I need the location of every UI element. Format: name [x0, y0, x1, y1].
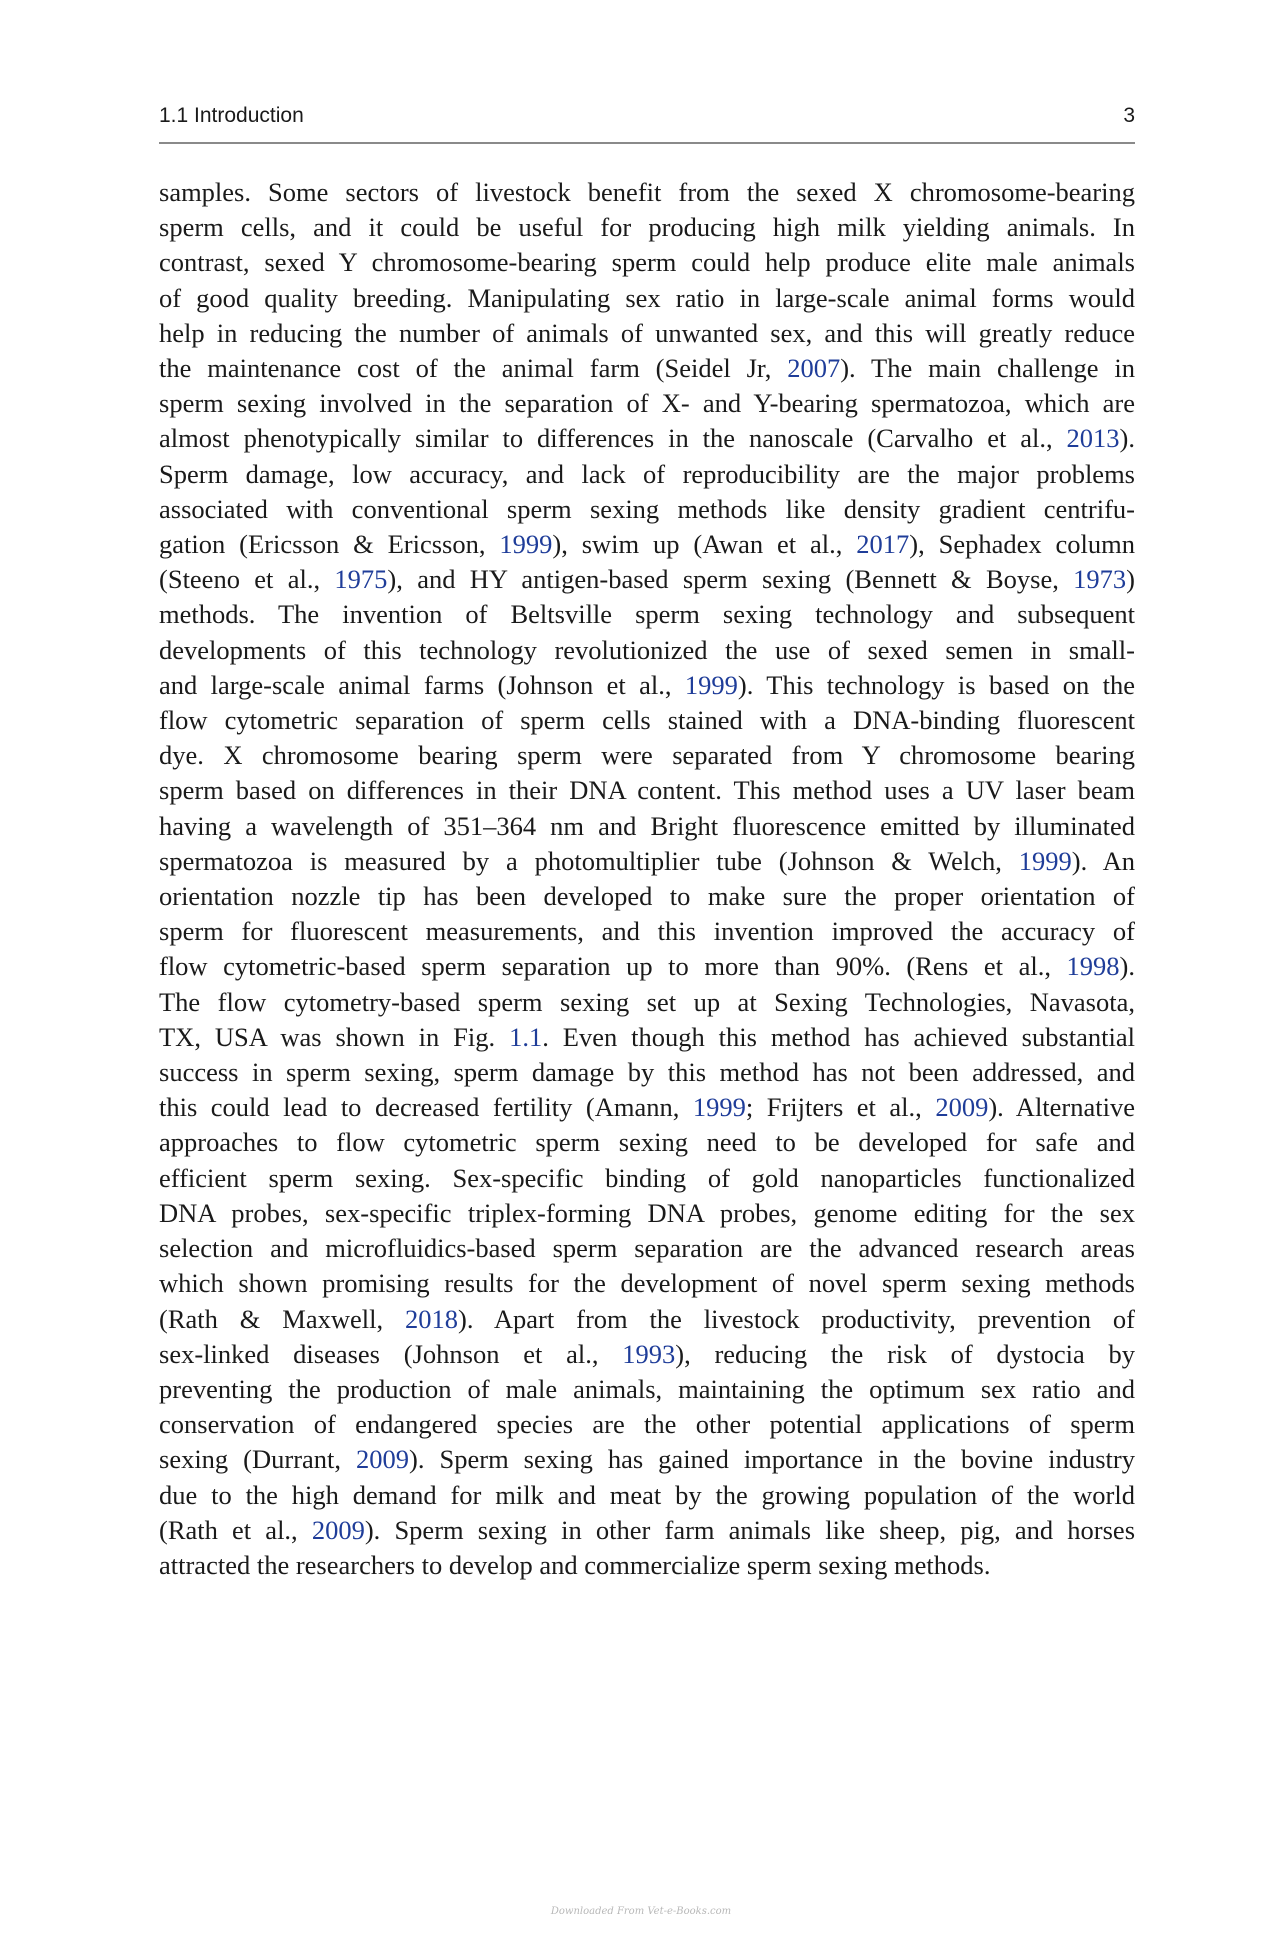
text-segment: sperm based on differences in their DNA content. This method uses a UV laser beam [159, 775, 1135, 806]
text-line [159, 1442, 1135, 1477]
text-line [159, 703, 1135, 738]
text-segment: efficient sperm sexing. Sex-specific binding of gold nanoparticles functionalized [159, 1162, 1135, 1193]
text-segment: contrast, sexed Y chromosome-bearing sperm could help produce elite male animals [159, 247, 1135, 278]
text-segment: The flow cytometry-based sperm sexing set up at Sexing Technologies, Navasota, [159, 986, 1135, 1017]
text-line [159, 1055, 1135, 1090]
text-line [159, 492, 1135, 527]
text-line [159, 985, 1135, 1020]
text-segment: ). [1119, 423, 1135, 454]
text-line [159, 562, 1135, 597]
text-segment: TX, USA was shown in Fig. [159, 1021, 510, 1052]
text-segment: attracted the researchers to develop and commercialize sperm sexing methods. [159, 1549, 991, 1580]
text-segment: Sperm damage, low accuracy, and lack of reproducibility are the major problems [159, 458, 1135, 489]
text-line [159, 351, 1135, 386]
text-segment: methods. The invention of Beltsville sperm sexing technology and subsequent [159, 599, 1135, 630]
text-line [159, 879, 1135, 914]
citation-link[interactable]: 1.1 [509, 1021, 543, 1052]
text-segment: (Rath et al., [159, 1514, 312, 1545]
body-paragraph [159, 175, 1135, 1583]
text-segment: and large-scale animal farms (Johnson et al., [159, 669, 685, 700]
text-segment: almost phenotypically similar to differences in the nanoscale (Carvalho et al., [159, 423, 1067, 454]
text-segment: ). Sperm sexing in other farm animals like sheep, pig, and horses [364, 1514, 1136, 1545]
text-segment: sperm cells, and it could be useful for producing high milk yielding animals. In [159, 212, 1135, 243]
text-line [159, 809, 1135, 844]
citation-link[interactable]: 1973 [1073, 564, 1127, 595]
text-line [159, 633, 1135, 668]
text-line [159, 175, 1135, 210]
text-line [159, 1302, 1135, 1337]
text-line [159, 1266, 1135, 1301]
text-line [159, 773, 1135, 808]
text-segment: samples. Some sectors of livestock benefit from the sexed X chromosome-bearing [159, 177, 1135, 207]
text-segment: ), reducing the risk of dystocia by [675, 1338, 1135, 1369]
text-segment: ). An [1071, 845, 1135, 876]
citation-link[interactable]: 2018 [405, 1303, 458, 1334]
text-line [159, 281, 1135, 316]
running-head [159, 102, 1135, 142]
text-segment: sexing (Durrant, [159, 1444, 357, 1475]
text-segment: ). Alternative [988, 1092, 1136, 1123]
text-segment: sperm for fluorescent measurements, and this invention improved the accuracy of [159, 916, 1135, 947]
text-segment: sperm sexing involved in the separation of X- and Y-bearing spermatozoa, which are [159, 388, 1135, 419]
text-segment: having a wavelength of 351–364 nm and Bright fluorescence emitted by illuminated [159, 810, 1135, 841]
citation-link[interactable]: 1975 [334, 564, 388, 595]
text-segment: flow cytometric-based sperm separation up to more than 90%. (Rens et al., [159, 951, 1067, 982]
text-line [159, 1478, 1135, 1513]
text-segment: . Even though this method has achieved substantial [542, 1021, 1135, 1052]
text-line [159, 527, 1135, 562]
text-line [159, 1337, 1135, 1372]
text-segment: ) [1126, 564, 1135, 595]
citation-link[interactable]: 2007 [787, 353, 841, 384]
text-segment: ), Sephadex column [909, 529, 1135, 560]
text-line [159, 1548, 1135, 1583]
section-title: 1.1 Introduction [159, 104, 304, 127]
text-segment: flow cytometric separation of sperm cells stained with a DNA-binding fluorescent [159, 705, 1135, 736]
text-segment: DNA probes, sex-specific triplex-forming DNA probes, genome editing for the sex [159, 1197, 1135, 1228]
text-line [159, 1196, 1135, 1231]
text-line [159, 914, 1135, 949]
text-line [159, 597, 1135, 632]
text-segment: success in sperm sexing, sperm damage by this method has not been addressed, and [159, 1057, 1135, 1088]
text-segment: developments of this technology revolutionized the use of sexed semen in small- [159, 634, 1135, 665]
text-segment: ). [1119, 951, 1135, 982]
citation-link[interactable]: 1999 [499, 529, 553, 560]
text-line [159, 668, 1135, 703]
text-line [159, 1090, 1135, 1125]
text-segment: of good quality breeding. Manipulating sex ratio in large-scale animal forms would [159, 282, 1135, 313]
text-line [159, 1020, 1135, 1055]
text-segment: ). The main challenge in [840, 353, 1136, 384]
citation-link[interactable]: 1993 [622, 1338, 676, 1369]
text-segment: the maintenance cost of the animal farm (Seidel Jr, [159, 353, 788, 384]
text-line [159, 1407, 1135, 1442]
text-segment: conservation of endangered species are the other potential applications of sperm [159, 1409, 1135, 1440]
text-line [159, 421, 1135, 456]
text-segment: which shown promising results for the development of novel sperm sexing methods [159, 1268, 1135, 1299]
text-line [159, 1231, 1135, 1266]
text-line [159, 386, 1135, 421]
text-line [159, 738, 1135, 773]
text-segment: ). Apart from the livestock productivity, prevention of [458, 1303, 1135, 1334]
text-segment: due to the high demand for milk and meat by the growing population of the world [159, 1479, 1135, 1510]
text-segment: ), swim up (Awan et al., [552, 529, 857, 560]
text-line [159, 1161, 1135, 1196]
text-segment: ). This technology is based on the [737, 669, 1135, 700]
citation-link[interactable]: 1999 [684, 669, 738, 700]
watermark: Downloaded From Vet-e-Books.com [550, 1906, 732, 1917]
text-segment: sex-linked diseases (Johnson et al., [159, 1338, 623, 1369]
citation-link[interactable]: 2013 [1066, 423, 1120, 454]
citation-link[interactable]: 2009 [356, 1444, 410, 1475]
text-line [159, 1513, 1135, 1548]
text-segment: (Rath & Maxwell, [159, 1303, 405, 1334]
text-segment: help in reducing the number of animals of unwanted sex, and this will greatly reduce [159, 317, 1135, 348]
text-line [159, 245, 1135, 280]
text-segment: ; Frijters et al., [745, 1092, 936, 1123]
text-line [159, 210, 1135, 245]
citation-link[interactable]: 1999 [1018, 845, 1072, 876]
text-segment: spermatozoa is measured by a photomultiplier tube (Johnson & Welch, [159, 845, 1019, 876]
text-line [159, 457, 1135, 492]
citation-link[interactable]: 2009 [935, 1092, 989, 1123]
text-segment: this could lead to decreased fertility (Amann, [159, 1092, 693, 1123]
citation-link[interactable]: 1998 [1066, 951, 1120, 982]
page-number: 3 [1123, 104, 1135, 127]
text-segment: associated with conventional sperm sexing methods like density gradient centrifu- [159, 493, 1135, 524]
text-segment: ), and HY antigen-based sperm sexing (Bennett & Boyse, [387, 564, 1074, 595]
header-rule [159, 142, 1135, 144]
text-segment: dye. X chromosome bearing sperm were separated from Y chromosome bearing [159, 740, 1135, 771]
citation-link[interactable]: 2017 [856, 529, 910, 560]
text-segment: (Steeno et al., [159, 564, 335, 595]
text-line [159, 844, 1135, 879]
citation-link[interactable]: 1999 [692, 1092, 746, 1123]
text-line [159, 316, 1135, 351]
citation-link[interactable]: 2009 [311, 1514, 365, 1545]
text-segment: selection and microfluidics-based sperm separation are the advanced research areas [159, 1233, 1135, 1264]
text-segment: ). Sperm sexing has gained importance in the bovine industry [409, 1444, 1135, 1475]
text-line [159, 1125, 1135, 1160]
text-line [159, 1372, 1135, 1407]
text-segment: gation (Ericsson & Ericsson, [159, 529, 500, 560]
text-segment: orientation nozzle tip has been developed to make sure the proper orientation of [159, 881, 1135, 912]
text-segment: approaches to flow cytometric sperm sexing need to be developed for safe and [159, 1127, 1135, 1158]
text-line [159, 949, 1135, 984]
text-segment: preventing the production of male animals, maintaining the optimum sex ratio and [159, 1373, 1135, 1404]
